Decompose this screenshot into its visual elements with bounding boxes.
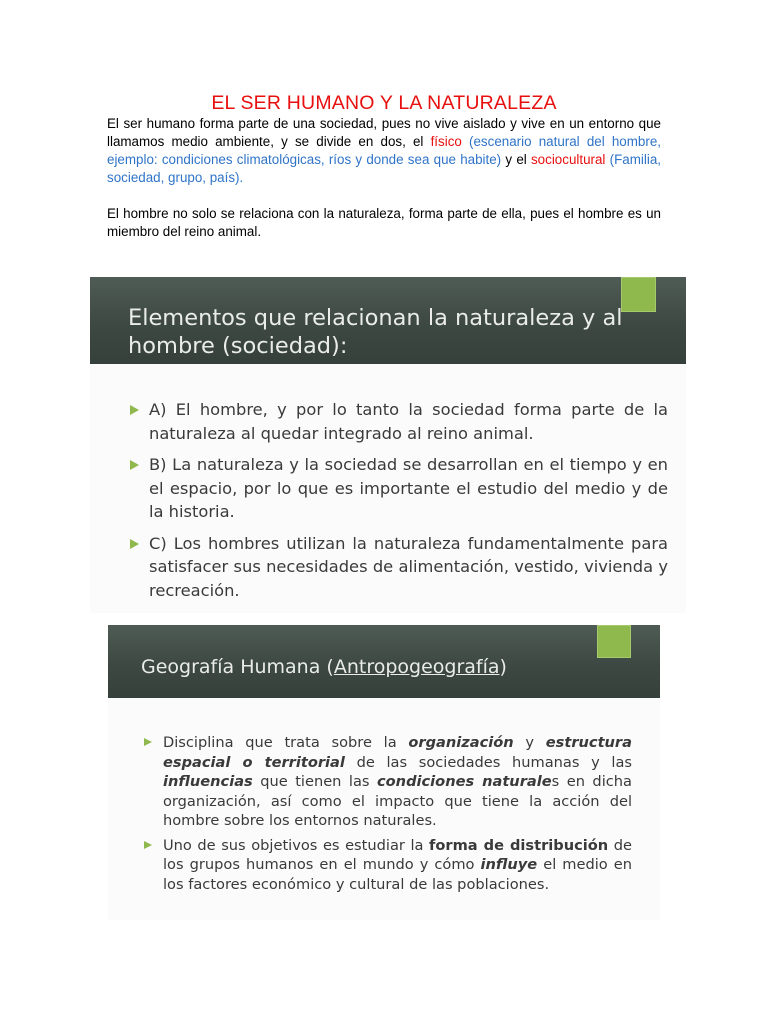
bullet-text: A) El hombre, y por lo tanto la sociedad forma parte de la naturaleza al quedar integrado al reino animal. <box>149 400 668 443</box>
sociocultural-term: sociocultural <box>530 152 606 167</box>
bullet-text: s en dicha organización, así como el impacto que tiene la acción del hombre sobre los entornos naturales. <box>163 773 632 829</box>
slide-title-close: ) <box>499 656 507 678</box>
bullet-emphasis: condiciones naturale <box>377 773 552 790</box>
bullet-text: de las sociedades humanas y las <box>344 753 632 771</box>
bullet-item <box>144 836 632 895</box>
green-square-accent <box>597 625 631 658</box>
slide-title-text: Geografía Humana ( <box>141 656 334 678</box>
bullet-item <box>144 733 632 831</box>
bullet-text: Disciplina que trata sobre la <box>163 734 409 751</box>
bullet-item <box>130 398 668 445</box>
bullet-list <box>130 398 668 610</box>
bullet-emphasis: influencias <box>163 773 253 790</box>
bullet-emphasis: estructura espacial o territorial <box>163 734 632 771</box>
document-title: EL SER HUMANO Y LA NATURALEZA <box>211 92 557 114</box>
intro-paragraph <box>107 115 661 187</box>
slide-title <box>141 655 611 679</box>
second-paragraph: El hombre no solo se relaciona con la naturaleza, forma parte de ella, pues el hombre es un miembro del reino animal. <box>107 206 661 239</box>
bullet-emphasis: forma de distribución <box>429 836 609 854</box>
bullet-emphasis: organización <box>408 734 514 751</box>
slide-title-underlined: Antropogeografía <box>333 656 500 678</box>
bullet-item <box>130 453 668 524</box>
bullet-text: el medio en los factores económico y cultural de las poblaciones. <box>163 856 632 893</box>
bullet-text: y <box>513 734 546 751</box>
intro-text-2: y el <box>501 152 531 167</box>
bullet-text: de los grupos humanos en el mundo y cómo <box>163 836 632 873</box>
triangle-bullet-icon <box>130 460 139 470</box>
slide-geografia-humana <box>108 625 660 920</box>
fisico-description: (escenario natural del hombre, ejemplo: condiciones climatológicas, ríos y donde sea que habite) <box>107 134 661 167</box>
intro-text-1: El ser humano forma parte de una sociedad, pues no vive aislado y vive en un entorno que llamamos medio ambiente, y se divide en dos, el <box>107 116 661 149</box>
triangle-bullet-icon <box>144 841 152 849</box>
bullet-text: Uno de sus objetivos es estudiar la <box>163 836 429 854</box>
bullet-text: B) La naturaleza y la sociedad se desarrollan en el tiempo y en el espacio, por lo que es importante el estudio del medio y de la historia. <box>149 455 668 521</box>
bullet-emphasis: influye <box>480 856 538 873</box>
slide-elementos <box>90 277 686 613</box>
triangle-bullet-icon <box>144 738 152 746</box>
fisico-term: físico <box>430 134 462 149</box>
triangle-bullet-icon <box>130 539 139 549</box>
bullet-text: que tienen las <box>252 773 377 790</box>
triangle-bullet-icon <box>130 405 139 415</box>
bullet-text: C) Los hombres utilizan la naturaleza fundamentalmente para satisfacer sus necesidades de alimentación, vestido, vivienda y recreación. <box>149 533 668 600</box>
sociocultural-description: (Familia, sociedad, grupo, país). <box>107 152 661 185</box>
slide-title: Elementos que relacionan la naturaleza y al hombre (sociedad): <box>128 305 623 359</box>
bullet-list <box>144 733 632 899</box>
bullet-item <box>130 532 668 603</box>
